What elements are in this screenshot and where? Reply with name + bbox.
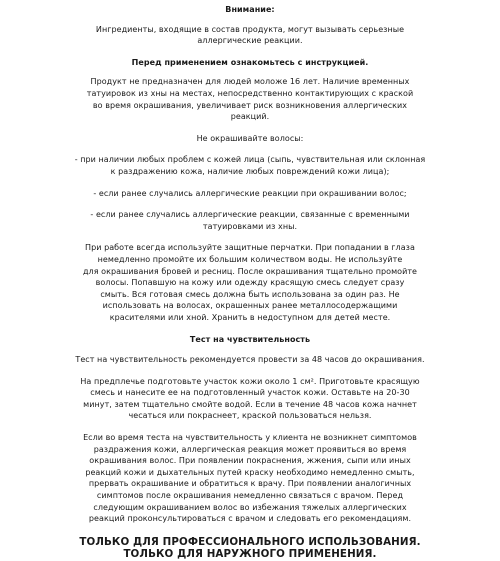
- spacer: [14, 199, 486, 209]
- text-line: ТОЛЬКО ДЛЯ НАРУЖНОГО ПРИМЕНЕНИЯ.: [123, 548, 377, 561]
- spacer: [14, 16, 486, 24]
- text-line: немедленно промойте их большим количеством воды. Не используйте: [97, 254, 403, 264]
- warning-text: [14, 24, 486, 47]
- text-line: реакций.: [230, 112, 270, 122]
- text-line: симптомов после окрашивания немедленно связаться с врачом. Перед: [96, 491, 404, 500]
- spacer: [14, 323, 486, 334]
- condition-item: [14, 188, 486, 200]
- do-not-dye-heading: Не окрашивайте волосы:: [196, 133, 304, 143]
- text-line: татуировок из хны на местах, непосредственно контактирующих с краской: [86, 88, 414, 98]
- condition-item: [14, 209, 486, 232]
- text-line: следующим окрашиванием волос во избежания тяжелых аллергических: [93, 502, 407, 512]
- text-line: во время окрашивания, увеличивает риск возникновения аллергических: [92, 100, 408, 110]
- spacer: [14, 123, 486, 133]
- text-line: На предплечье подготовьте участок кожи около 1 см². Приготовьте красящую: [80, 376, 420, 386]
- spacer: [14, 144, 486, 154]
- text-line: - если ранее случались аллергические реакции при окрашивании волос;: [93, 188, 407, 198]
- text-line: смыть. Вся готовая смесь должна быть использована за один раз. Не: [100, 289, 400, 299]
- test-result-text: [14, 432, 486, 525]
- spacer: [14, 422, 486, 432]
- text-line: татуировками из хны.: [202, 221, 298, 231]
- text-line: аллергические реакции.: [197, 36, 303, 46]
- text-line: чесаться или покраснеет, краской пользоваться нельзя.: [128, 411, 372, 421]
- text-line: красителями или хной. Хранить в недоступном для детей месте.: [109, 312, 391, 322]
- spacer: [14, 346, 486, 354]
- spacer: [14, 232, 486, 242]
- spacer: [14, 366, 486, 376]
- text-line: волосы. Попавшую на кожу или одежду красящую смесь следует сразу: [95, 278, 405, 288]
- text-line: окрашивания волос. При появлении покраснения, жжения, сыпи или иных: [89, 456, 411, 466]
- text-line: прервать окрашивание и обратиться к врачу. При появлении аналогичных: [88, 479, 412, 489]
- text-line: Продукт не предназначен для людей моложе 16 лет. Наличие временных: [90, 77, 410, 87]
- restriction-text: [14, 76, 486, 122]
- text-line: смесь и нанесите ее на подготовленный участок кожи. Оставьте на 20-30: [90, 388, 410, 398]
- text-line: - при наличии любых проблем с кожей лица (сыпь, чувствительная или склонная: [74, 155, 426, 165]
- final-notice: [14, 536, 486, 561]
- text-line: использовать на волосах, окрашенных ранее металлосодержащими: [102, 301, 398, 311]
- warning-heading: Внимание:: [225, 5, 275, 14]
- text-line: - если ранее случались аллергические реакции, связанные с временными: [90, 210, 410, 220]
- precautions-text: [14, 242, 486, 323]
- spacer: [14, 525, 486, 536]
- text-line: раздражения кожи, аллергическая реакция может проявиться во время: [93, 444, 407, 454]
- instructions-heading: Перед применением ознакомьтесь с инструкцией.: [131, 57, 369, 67]
- spacer: [14, 178, 486, 188]
- text-line: минут, затем тщательно смойте водой. Если в течение 48 часов кожа начнет: [83, 399, 417, 409]
- sensitivity-intro: [14, 354, 486, 366]
- text-line: Тест на чувствительность рекомендуется провести за 48 часов до окрашивания.: [75, 355, 425, 365]
- text-line: реакций проконсультироваться с врачом и следовать его рекомендациям.: [88, 514, 412, 524]
- text-line: к раздражению кожа, наличие любых повреждений кожи лица);: [110, 166, 390, 176]
- text-line: Если во время теста на чувствительность у клиента не возникнет симптомов: [83, 433, 417, 443]
- condition-item: [14, 154, 486, 177]
- spacer: [14, 68, 486, 76]
- text-line: ТОЛЬКО ДЛЯ ПРОФЕССИОНАЛЬНОГО ИСПОЛЬЗОВАНИЯ.: [79, 535, 421, 548]
- spacer: [14, 47, 486, 57]
- text-line: Ингредиенты, входящие в состав продукта, могут вызывать серьезные: [95, 24, 405, 34]
- test-procedure: [14, 376, 486, 422]
- text-line: При работе всегда используйте защитные перчатки. При попадании в глаза: [85, 243, 415, 253]
- text-line: для окрашивания бровей и ресниц. После окрашивания тщательно промойте: [82, 266, 418, 276]
- sensitivity-heading: Тест на чувствительность: [189, 335, 311, 345]
- text-line: реакций кожи и дыхательных путей краску необходимо немедленно смыть,: [85, 467, 415, 477]
